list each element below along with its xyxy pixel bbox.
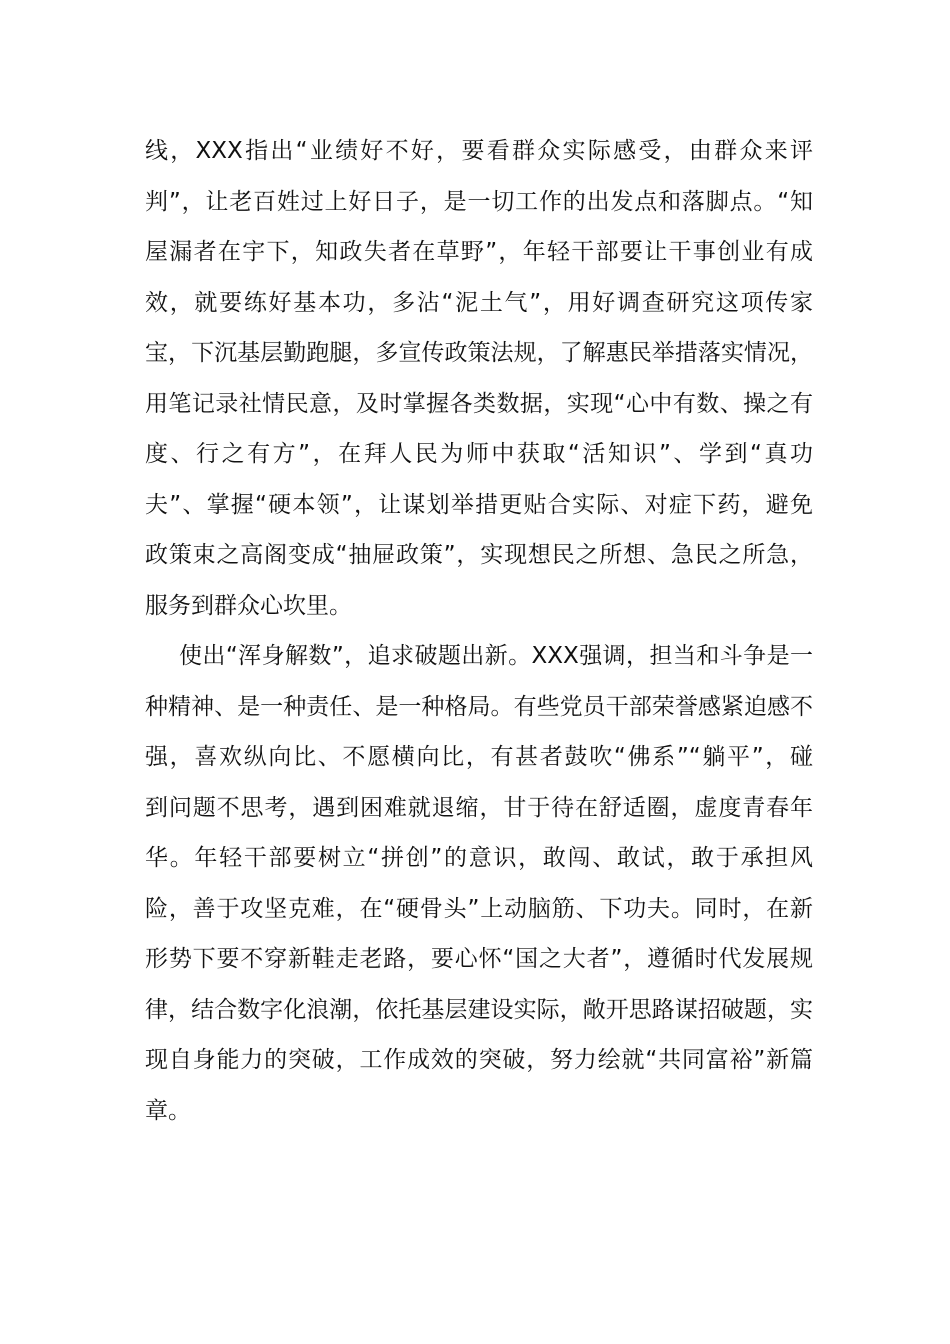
paragraph-line: 章。 xyxy=(145,1097,191,1124)
paragraph-line: 使出“浑身解数”，追求破题出新。XXX强调，担当和斗争是一 xyxy=(179,643,813,669)
paragraph-line: 形势下要不穿新鞋走老路，要心怀“国之大者”，遵循时代发展规 xyxy=(145,946,813,972)
paragraph-line: 政策束之高阁变成“抽屉政策”，实现想民之所想、急民之所急， xyxy=(145,542,813,568)
paragraph-line: 华。年轻干部要树立“拼创”的意识，敢闯、敢试，敢于承担风 xyxy=(145,845,813,871)
paragraph-line: 度、行之有方”，在拜人民为师中获取“活知识”、学到“真功 xyxy=(145,441,813,467)
paragraph-1 xyxy=(145,126,813,631)
paragraph-line: 现自身能力的突破，工作成效的突破，努力绘就“共同富裕”新篇 xyxy=(145,1047,813,1073)
paragraph-line: 判”，让老百姓过上好日子，是一切工作的出发点和落脚点。“知 xyxy=(145,188,813,215)
paragraph-line: 宝，下沉基层勤跑腿，多宣传政策法规，了解惠民举措落实情况， xyxy=(145,340,813,366)
paragraph-line: 强，喜欢纵向比、不愿横向比，有甚者鼓吹“佛系”“躺平”，碰 xyxy=(145,744,813,770)
paragraph-line: 险，善于攻坚克难，在“硬骨头”上动脑筋、下功夫。同时，在新 xyxy=(145,895,813,922)
paragraph-line: 屋漏者在宇下，知政失者在草野”，年轻干部要让干事创业有成 xyxy=(145,239,813,265)
paragraph-line: 用笔记录社情民意，及时掌握各类数据，实现“心中有数、操之有 xyxy=(145,390,813,417)
paragraph-line: 线，XXX指出“业绩好不好，要看群众实际感受，由群众来评 xyxy=(145,138,813,164)
paragraph-2 xyxy=(145,631,813,1136)
paragraph-line: 服务到群众心坎里。 xyxy=(145,592,352,619)
paragraph-line: 种精神、是一种责任、是一种格局。有些党员干部荣誉感紧迫感不 xyxy=(145,693,813,720)
paragraph-line: 效，就要练好基本功，多沾“泥土气”，用好调查研究这项传家 xyxy=(145,289,813,316)
paragraph-line: 到问题不思考，遇到困难就退缩，甘于待在舒适圈，虚度青春年 xyxy=(145,794,813,821)
paragraph-line: 律，结合数字化浪潮，依托基层建设实际，敞开思路谋招破题，实 xyxy=(145,996,813,1023)
paragraph-line: 夫”、掌握“硬本领”，让谋划举措更贴合实际、对症下药，避免 xyxy=(145,491,813,518)
document-body xyxy=(145,126,813,1136)
